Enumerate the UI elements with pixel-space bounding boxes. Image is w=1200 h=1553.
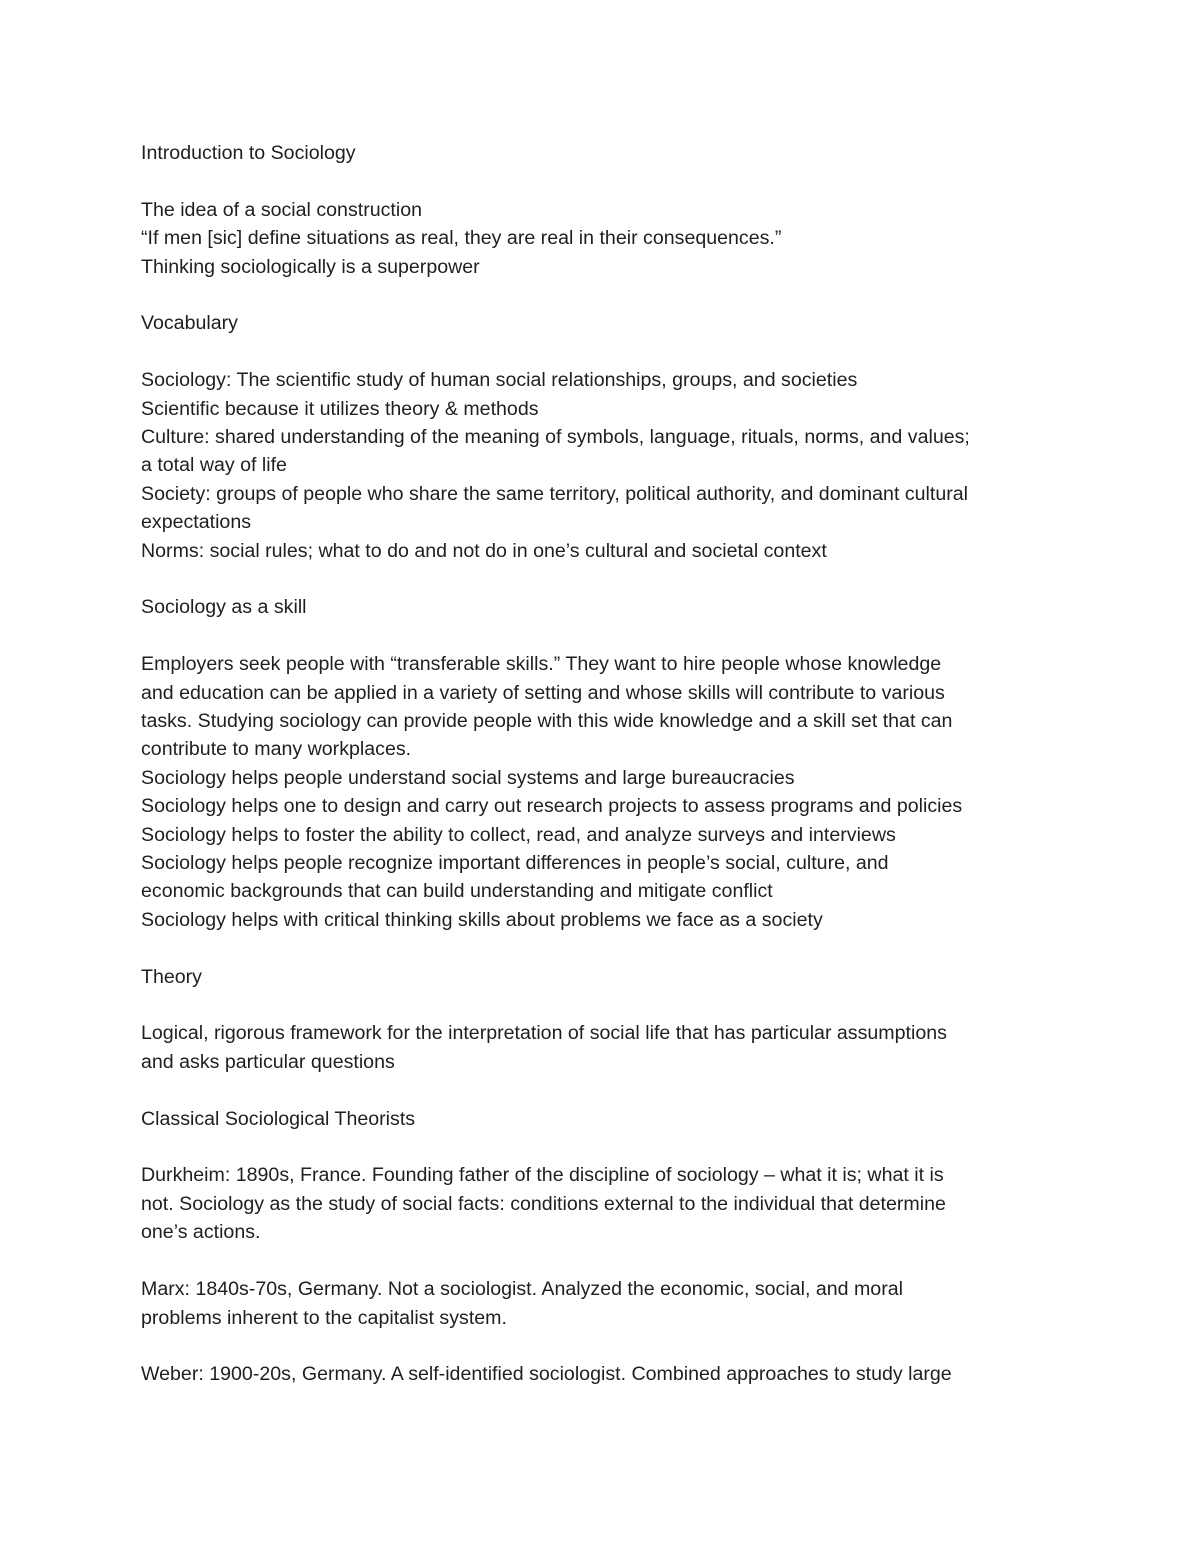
document-title: Introduction to Sociology	[141, 142, 356, 164]
skill-line: Sociology helps people recognize important differences in people’s social, culture, and	[141, 852, 889, 875]
vocabulary-line: Culture: shared understanding of the meaning of symbols, language, rituals, norms, and values;	[141, 426, 970, 449]
spacer	[141, 1247, 1076, 1275]
spacer	[141, 1332, 1076, 1360]
marx-line: Marx: 1840s-70s, Germany. Not a sociologist. Analyzed the economic, social, and moral	[141, 1278, 903, 1301]
vocabulary-line: a total way of life	[141, 454, 287, 477]
durkheim-line: one’s actions.	[141, 1221, 261, 1244]
theory-line: Logical, rigorous framework for the interpretation of social life that has particular assumptions	[141, 1022, 947, 1045]
skill-line: Sociology helps to foster the ability to collect, read, and analyze surveys and interviews	[141, 823, 896, 846]
spacer	[141, 565, 1076, 593]
spacer	[141, 167, 1076, 195]
document-page	[141, 139, 1076, 1389]
intro-line: Thinking sociologically is a superpower	[141, 255, 480, 278]
intro-line: The idea of a social construction	[141, 198, 422, 221]
vocabulary-line: Sociology: The scientific study of human social relationships, groups, and societies	[141, 369, 858, 392]
section-heading-skill: Sociology as a skill	[141, 596, 307, 619]
vocabulary-line: Society: groups of people who share the same territory, political authority, and dominant cultural	[141, 482, 969, 505]
skill-line: Sociology helps people understand social systems and large bureaucracies	[141, 766, 795, 789]
spacer	[141, 934, 1076, 962]
durkheim-line: not. Sociology as the study of social facts: conditions external to the individual that determine	[141, 1192, 946, 1215]
weber-line: Weber: 1900-20s, Germany. A self-identified sociologist. Combined approaches to study large	[141, 1363, 952, 1386]
skill-line: Sociology helps one to design and carry out research projects to assess programs and policies	[141, 795, 963, 818]
spacer	[141, 622, 1076, 650]
theory-line: and asks particular questions	[141, 1050, 395, 1073]
section-heading-theory: Theory	[141, 965, 202, 988]
skill-line: Sociology helps with critical thinking skills about problems we face as a society	[141, 908, 823, 931]
section-heading-theorists: Classical Sociological Theorists	[141, 1107, 416, 1130]
section-heading-vocabulary: Vocabulary	[141, 312, 238, 335]
vocabulary-line: Scientific because it utilizes theory & methods	[141, 397, 539, 420]
skill-line: tasks. Studying sociology can provide people with this wide knowledge and a skill set that can	[141, 710, 953, 733]
vocabulary-line: expectations	[141, 511, 252, 534]
spacer	[141, 1133, 1076, 1161]
spacer	[141, 991, 1076, 1019]
skill-line: Employers seek people with “transferable skills.” They want to hire people whose knowledge	[141, 653, 942, 676]
spacer	[141, 1076, 1076, 1104]
durkheim-line: Durkheim: 1890s, France. Founding father of the discipline of sociology – what it is; what it is	[141, 1164, 944, 1187]
skill-line: and education can be applied in a variety of setting and whose skills will contribute to various	[141, 681, 945, 704]
vocabulary-line: Norms: social rules; what to do and not do in one’s cultural and societal context	[141, 539, 827, 562]
spacer	[141, 338, 1076, 366]
skill-line: contribute to many workplaces.	[141, 738, 412, 761]
intro-quote: “If men [sic] define situations as real, they are real in their consequences.”	[141, 227, 782, 250]
skill-line: economic backgrounds that can build understanding and mitigate conflict	[141, 880, 773, 903]
marx-line: problems inherent to the capitalist system.	[141, 1306, 507, 1329]
spacer	[141, 281, 1076, 309]
